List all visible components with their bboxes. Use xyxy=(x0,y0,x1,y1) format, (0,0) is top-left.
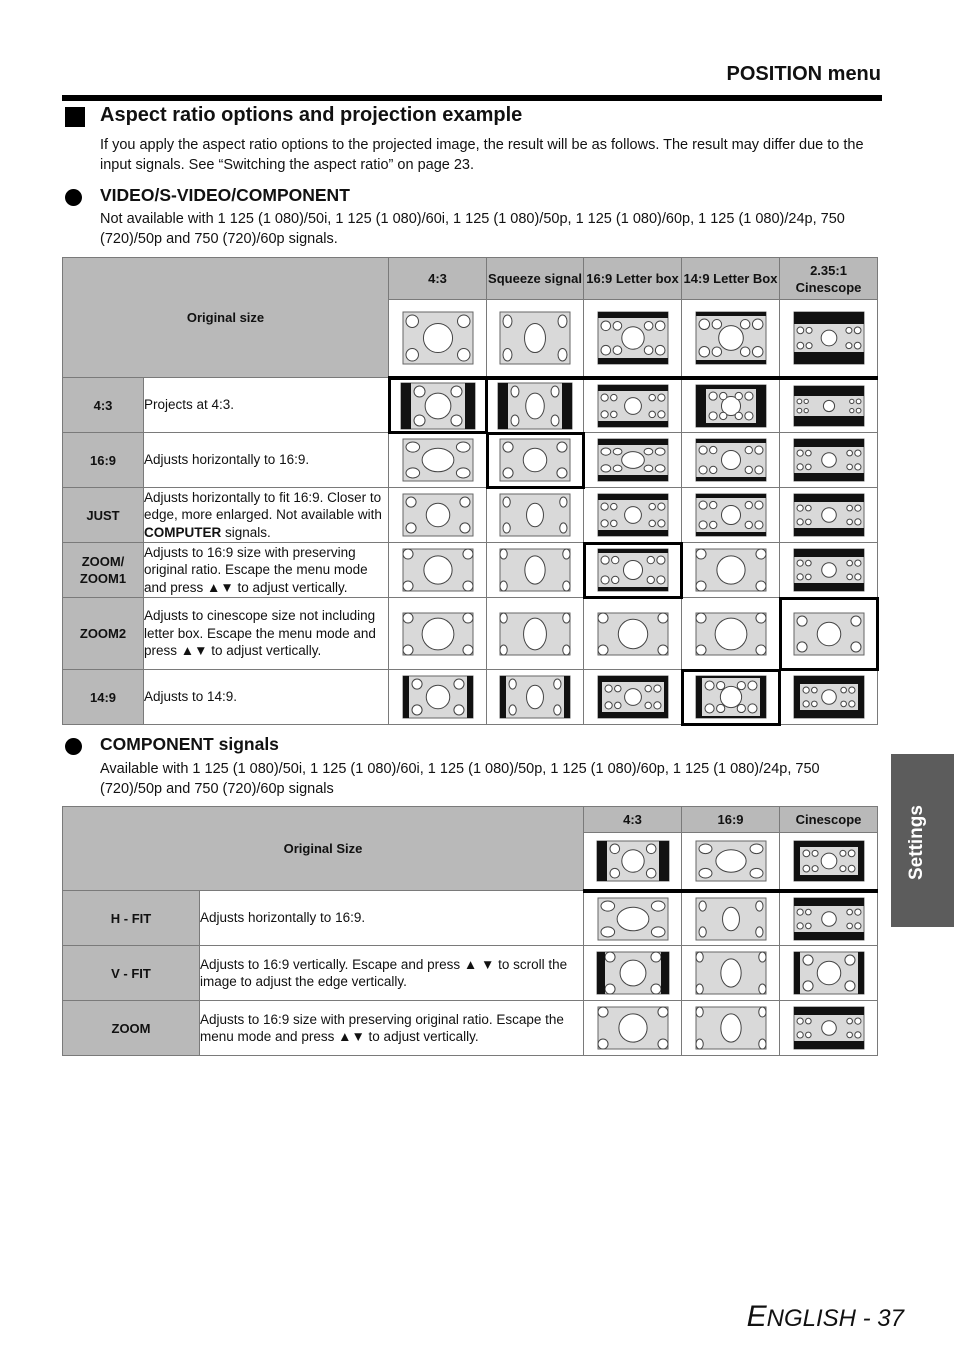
projection-thumbnail xyxy=(487,674,583,720)
column-header: Cinescope xyxy=(780,807,878,833)
thumbnail-svg xyxy=(792,492,866,538)
thumbnail-svg xyxy=(596,1005,670,1051)
result-cell xyxy=(682,1001,780,1056)
mode-label: 4:3 xyxy=(63,378,144,433)
mode-label: JUST xyxy=(63,488,144,543)
thumbnail-svg xyxy=(498,492,572,538)
thumbnail-svg xyxy=(596,310,670,366)
result-cell xyxy=(682,488,780,543)
projection-thumbnail xyxy=(487,611,583,657)
projection-thumbnail xyxy=(389,437,486,483)
thumbnail-svg xyxy=(498,437,572,483)
bullet-icon xyxy=(65,189,82,206)
mode-label: ZOOM xyxy=(63,1001,200,1056)
thumbnail-svg xyxy=(596,896,670,942)
mode-description: Adjusts horizontally to fit 16:9. Closer to edge, more enlarged. Not available with COMPUTER signals. xyxy=(144,488,389,543)
projection-thumbnail xyxy=(682,310,779,366)
column-header: 16:9 xyxy=(682,807,780,833)
projection-thumbnail xyxy=(487,310,583,366)
thumbnail-svg xyxy=(792,384,866,428)
projection-thumbnail xyxy=(780,950,877,996)
original-image-cell xyxy=(682,833,780,891)
column-header: 14:9 Letter Box xyxy=(682,258,780,300)
projection-thumbnail xyxy=(682,950,779,996)
original-image-cell xyxy=(389,300,487,378)
mode-label: 14:9 xyxy=(63,670,144,725)
projection-thumbnail xyxy=(389,611,486,657)
result-cell xyxy=(780,543,878,598)
projection-thumbnail xyxy=(389,492,486,538)
result-cell xyxy=(389,488,487,543)
thumbnail-svg xyxy=(694,674,768,720)
thumbnail-svg xyxy=(596,437,670,483)
thumbnail-svg xyxy=(792,950,866,996)
projection-thumbnail xyxy=(682,611,779,657)
mode-description: Adjusts to cinescope size not including letter box. Escape the menu mode and press ▲▼ to adjust vertically. xyxy=(144,598,389,670)
thumbnail-svg xyxy=(498,310,572,366)
projection-thumbnail xyxy=(584,492,681,538)
result-cell xyxy=(682,378,780,433)
projection-thumbnail xyxy=(487,381,583,431)
projection-thumbnail xyxy=(780,1005,877,1051)
thumbnail-svg xyxy=(694,950,768,996)
result-cell xyxy=(487,488,584,543)
mode-description: Projects at 4:3. xyxy=(144,378,389,433)
thumbnail-svg xyxy=(694,611,768,657)
thumbnail-svg xyxy=(694,547,768,593)
projection-thumbnail xyxy=(682,896,779,942)
projection-thumbnail xyxy=(682,839,779,883)
mode-description: Adjusts horizontally to 16:9. xyxy=(144,433,389,488)
mode-description: Adjusts horizontally to 16:9. xyxy=(200,891,584,946)
original-image-cell xyxy=(780,300,878,378)
result-cell xyxy=(584,670,682,725)
projection-thumbnail xyxy=(780,896,877,942)
projection-thumbnail xyxy=(780,674,877,720)
projection-thumbnail xyxy=(584,547,681,593)
result-cell xyxy=(584,378,682,433)
projection-thumbnail xyxy=(584,674,681,720)
thumbnail-svg xyxy=(596,547,670,593)
thumbnail-svg xyxy=(694,437,768,483)
section-heading: Aspect ratio options and projection example xyxy=(100,104,523,126)
result-cell xyxy=(584,598,682,670)
thumbnail-svg xyxy=(498,547,572,593)
thumbnail-svg xyxy=(401,674,475,720)
thumbnail-svg xyxy=(694,839,768,883)
result-cell xyxy=(780,598,878,670)
video-note: Not available with 1 125 (1 080)/50i, 1 125 (1 080)/60i, 1 125 (1 080)/50p, 1 125 (1 080)/60p, 1 125 (1 080)/24p, 750 (720)/50p and 750 (720)/60p signals. xyxy=(100,211,845,247)
original-size-header: Original size xyxy=(63,258,389,378)
result-cell xyxy=(487,598,584,670)
result-cell xyxy=(780,433,878,488)
result-cell xyxy=(682,433,780,488)
result-cell xyxy=(780,670,878,725)
thumbnail-svg xyxy=(694,383,768,429)
thumbnail-svg xyxy=(401,437,475,483)
thumbnail-svg xyxy=(792,896,866,942)
projection-thumbnail xyxy=(584,437,681,483)
projection-thumbnail xyxy=(389,674,486,720)
result-cell xyxy=(682,946,780,1001)
column-header: 16:9 Letter box xyxy=(584,258,682,300)
mode-description: Adjusts to 14:9. xyxy=(144,670,389,725)
column-header: 4:3 xyxy=(584,807,682,833)
thumbnail-svg xyxy=(401,547,475,593)
thumbnail-svg xyxy=(694,896,768,942)
result-cell xyxy=(780,1001,878,1056)
projection-thumbnail xyxy=(780,384,877,428)
thumbnail-svg xyxy=(792,674,866,720)
result-cell xyxy=(682,598,780,670)
projection-thumbnail xyxy=(682,437,779,483)
video-heading: VIDEO/S-VIDEO/COMPONENT xyxy=(100,185,350,205)
projection-thumbnail xyxy=(389,381,486,431)
original-image-cell xyxy=(584,300,682,378)
result-cell xyxy=(682,543,780,598)
original-image-cell xyxy=(682,300,780,378)
result-cell xyxy=(584,488,682,543)
result-cell xyxy=(389,378,487,433)
thumbnail-svg xyxy=(792,310,866,366)
projection-thumbnail xyxy=(389,547,486,593)
projection-thumbnail xyxy=(584,839,681,883)
page-footer: ENGLISH - 37 xyxy=(746,1300,904,1333)
thumbnail-svg xyxy=(596,383,670,429)
result-cell xyxy=(780,488,878,543)
projection-thumbnail xyxy=(682,547,779,593)
projection-thumbnail xyxy=(389,310,486,366)
result-cell xyxy=(487,378,584,433)
video-aspect-table xyxy=(62,257,878,725)
mode-description: Adjusts to 16:9 size with preserving original ratio. Escape the menu mode and press ▲▼ to adjust vertically. xyxy=(144,543,389,598)
projection-thumbnail xyxy=(682,383,779,429)
thumbnail-svg xyxy=(595,839,671,883)
thumbnail-svg xyxy=(401,492,475,538)
projection-thumbnail xyxy=(487,492,583,538)
original-image-cell xyxy=(584,833,682,891)
projection-thumbnail xyxy=(487,437,583,483)
mode-label: ZOOM2 xyxy=(63,598,144,670)
column-header: 4:3 xyxy=(389,258,487,300)
mode-description: Adjusts to 16:9 size with preserving original ratio. Escape the menu mode and press ▲▼ to adjust vertically. xyxy=(200,1001,584,1056)
thumbnail-svg xyxy=(694,310,768,366)
mode-label: V - FIT xyxy=(63,946,200,1001)
projection-thumbnail xyxy=(584,383,681,429)
result-cell xyxy=(682,891,780,946)
result-cell xyxy=(780,946,878,1001)
result-cell xyxy=(780,378,878,433)
projection-thumbnail xyxy=(487,547,583,593)
result-cell xyxy=(682,670,780,725)
thumbnail-svg xyxy=(792,1005,866,1051)
thumbnail-svg xyxy=(792,611,866,657)
thumbnail-svg xyxy=(498,611,572,657)
thumbnail-svg xyxy=(596,674,670,720)
component-aspect-table xyxy=(62,806,878,1056)
bullet-icon xyxy=(65,738,82,755)
projection-thumbnail xyxy=(584,950,681,996)
projection-thumbnail xyxy=(780,437,877,483)
projection-thumbnail xyxy=(780,310,877,366)
result-cell xyxy=(584,1001,682,1056)
thumbnail-svg xyxy=(401,611,475,657)
result-cell xyxy=(487,433,584,488)
projection-thumbnail xyxy=(682,674,779,720)
result-cell xyxy=(584,433,682,488)
component-note: Available with 1 125 (1 080)/50i, 1 125 (1 080)/60i, 1 125 (1 080)/50p, 1 125 (1 080)/60p, 1 125 (1 080)/24p, 750 (720)/50p and 750 (720)/60p signals xyxy=(100,761,820,797)
thumbnail-svg xyxy=(694,492,768,538)
thumbnail-svg xyxy=(596,492,670,538)
result-cell xyxy=(584,891,682,946)
column-header: 2.35:1 Cinescope xyxy=(780,258,878,300)
thumbnail-svg xyxy=(595,950,671,996)
result-cell xyxy=(780,891,878,946)
projection-thumbnail xyxy=(780,547,877,593)
thumbnail-svg xyxy=(498,674,572,720)
result-cell xyxy=(389,543,487,598)
result-cell xyxy=(389,433,487,488)
column-header: Squeeze signal xyxy=(487,258,584,300)
projection-thumbnail xyxy=(584,310,681,366)
thumbnail-svg xyxy=(694,1005,768,1051)
settings-tab-label: Settings xyxy=(906,805,927,880)
projection-thumbnail xyxy=(584,896,681,942)
result-cell xyxy=(389,670,487,725)
section-square-icon xyxy=(65,107,85,127)
projection-thumbnail xyxy=(780,611,877,657)
thumbnail-svg xyxy=(792,839,866,883)
projection-thumbnail xyxy=(584,611,681,657)
original-size-header: Original Size xyxy=(63,807,584,891)
thumbnail-svg xyxy=(401,310,475,366)
thumbnail-svg xyxy=(399,381,477,431)
section-intro: If you apply the aspect ratio options to the projected image, the result will be as follows. The result may differ due to the input signals. See “Switching the aspect ratio” on page 23. xyxy=(100,137,864,173)
projection-thumbnail xyxy=(584,1005,681,1051)
result-cell xyxy=(389,598,487,670)
result-cell xyxy=(584,946,682,1001)
header-rule xyxy=(62,95,882,101)
mode-label: H - FIT xyxy=(63,891,200,946)
mode-label: ZOOM/ ZOOM1 xyxy=(63,543,144,598)
page-section-title: POSITION menu xyxy=(726,63,881,85)
mode-description: Adjusts to 16:9 vertically. Escape and press ▲ ▼ to scroll the image to adjust the edge vertically. xyxy=(200,946,584,1001)
result-cell xyxy=(487,670,584,725)
thumbnail-svg xyxy=(496,381,574,431)
original-image-cell xyxy=(487,300,584,378)
result-cell xyxy=(487,543,584,598)
thumbnail-svg xyxy=(792,547,866,593)
component-heading: COMPONENT signals xyxy=(100,734,279,754)
projection-thumbnail xyxy=(780,839,877,883)
projection-thumbnail xyxy=(682,1005,779,1051)
original-image-cell xyxy=(780,833,878,891)
result-cell xyxy=(584,543,682,598)
projection-thumbnail xyxy=(780,492,877,538)
thumbnail-svg xyxy=(596,611,670,657)
mode-label: 16:9 xyxy=(63,433,144,488)
projection-thumbnail xyxy=(682,492,779,538)
thumbnail-svg xyxy=(792,437,866,483)
